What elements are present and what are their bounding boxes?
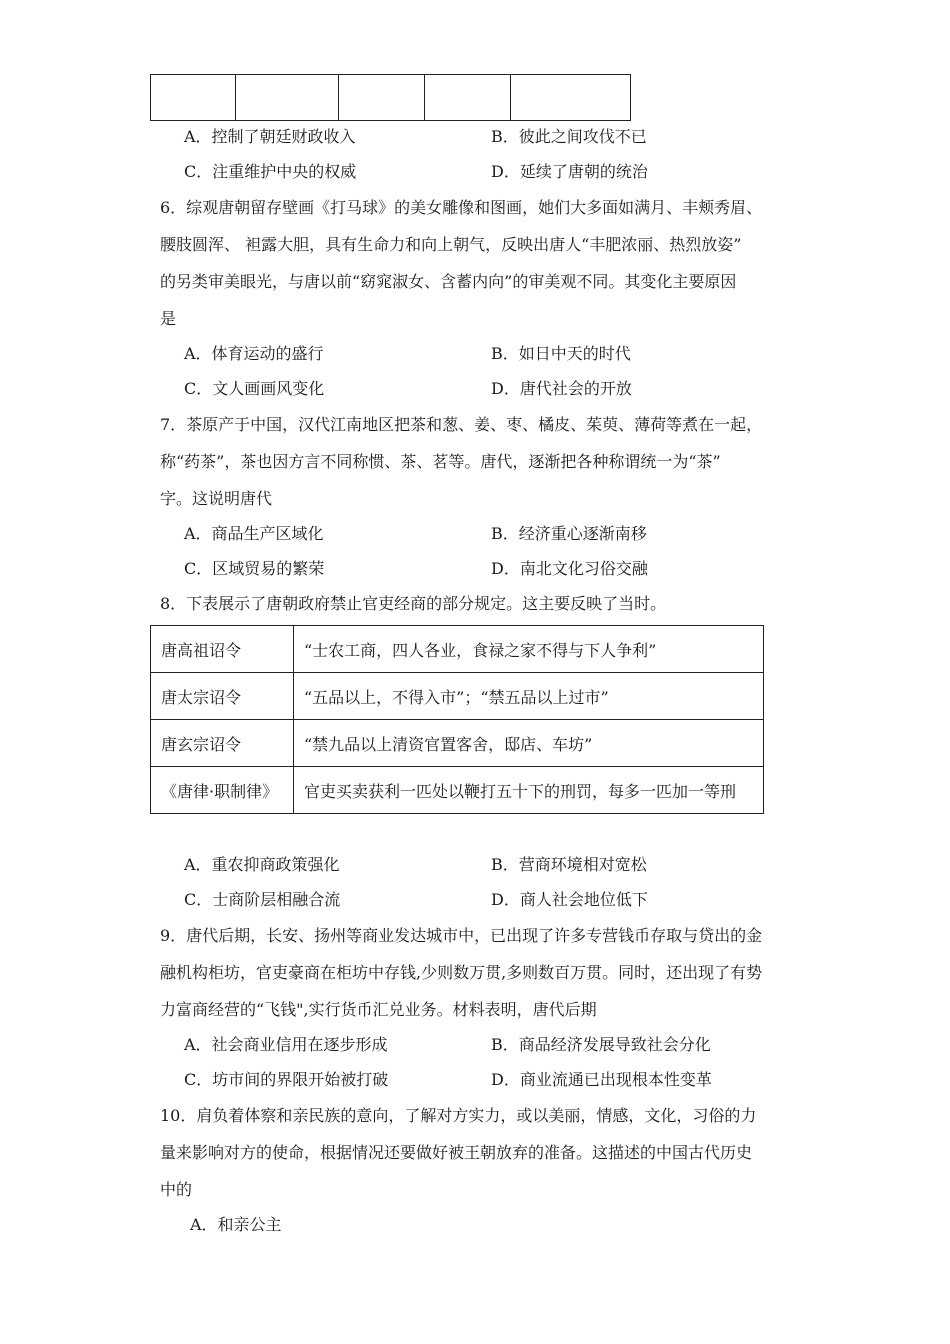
table-cell-content: 官吏买卖获利一匹处以鞭打五十下的刑罚，每多一匹加一等刑 — [294, 767, 764, 814]
q7-option-a: A．商品生产区域化 — [184, 524, 324, 543]
table-cell — [151, 75, 236, 121]
table-row — [151, 767, 764, 814]
q9-stem-line-1: 9．唐代后期，长安、扬州等商业发达城市中，已出现了许多专营钱币存取与贷出的金 — [160, 926, 763, 945]
q9-option-c: C．坊市间的界限开始被打破 — [184, 1070, 389, 1089]
q7-option-d: D．南北文化习俗交融 — [491, 559, 648, 578]
q10-stem-line-3: 中的 — [160, 1180, 193, 1199]
q6-option-c: C．文人画画风变化 — [184, 379, 325, 398]
q6-option-a: A．体育运动的盛行 — [184, 344, 324, 363]
q10-option-a: A．和亲公主 — [190, 1215, 282, 1234]
table-cell-content: “士农工商，四人各业，食禄之家不得与下人争利” — [294, 626, 764, 673]
table-cell-source: 《唐律·职制律》 — [151, 767, 294, 814]
q5-option-d: D．延续了唐朝的统治 — [491, 162, 648, 181]
q6-stem-line-4: 是 — [160, 309, 177, 328]
q5-option-c: C．注重维护中央的权威 — [184, 162, 357, 181]
q6-stem-line-1: 6．综观唐朝留存壁画《打马球》的美女雕像和图画，她们大多面如满月、丰颊秀眉、 — [160, 198, 763, 217]
q8-option-a: A．重农抑商政策强化 — [184, 855, 340, 874]
table-cell-content: “五品以上，不得入市”；“禁五品以上过市” — [294, 673, 764, 720]
table-cell-source: 唐高祖诏令 — [151, 626, 294, 673]
q8-regulation-table — [150, 625, 764, 814]
q7-stem-line-2: 称“药茶”，茶也因方言不同称惯、茶、茗等。唐代，逐渐把各种称谓统一为“茶” — [160, 452, 721, 471]
q9-stem-line-3: 力富商经营的“飞钱",实行货币汇兑业务。材料表明，唐代后期 — [160, 1000, 597, 1019]
q6-stem-line-3: 的另类审美眼光，与唐以前“窈窕淑女、含蓄内向”的审美观不同。其变化主要原因 — [160, 272, 737, 291]
q10-stem-line-2: 量来影响对方的使命，根据情况还要做好被王朝放弃的准备。这描述的中国古代历史 — [160, 1143, 753, 1162]
q6-stem-line-2: 腰肢圆浑、 袒露大胆，具有生命力和向上朝气，反映出唐人“丰肥浓丽、热烈放姿” — [160, 235, 742, 254]
table-cell — [236, 75, 339, 121]
table-cell-content: “禁九品以上清资官置客舍，邸店、车坊” — [294, 720, 764, 767]
q8-stem: 8．下表展示了唐朝政府禁止官吏经商的部分规定。这主要反映了当时。 — [160, 594, 667, 613]
table-row — [151, 720, 764, 767]
q7-option-b: B．经济重心逐渐南移 — [491, 524, 647, 543]
q6-option-b: B．如日中天的时代 — [491, 344, 631, 363]
table-cell-source: 唐太宗诏令 — [151, 673, 294, 720]
q5-option-a: A．控制了朝廷财政收入 — [184, 127, 356, 146]
q6-option-d: D．唐代社会的开放 — [491, 379, 632, 398]
table-cell-source: 唐玄宗诏令 — [151, 720, 294, 767]
q8-option-c: C．士商阶层相融合流 — [184, 890, 341, 909]
table-cell — [511, 75, 631, 121]
table-row — [151, 673, 764, 720]
q9-option-b: B．商品经济发展导致社会分化 — [491, 1035, 711, 1054]
q7-option-c: C．区域贸易的繁荣 — [184, 559, 325, 578]
q9-option-a: A．社会商业信用在逐步形成 — [184, 1035, 388, 1054]
q8-option-d: D．商人社会地位低下 — [491, 890, 648, 909]
q10-stem-line-1: 10．肩负着体察和亲民族的意向，了解对方实力，或以美丽，情感，文化，习俗的力 — [160, 1106, 757, 1125]
top-partial-table — [150, 74, 631, 121]
q7-stem-line-3: 字。这说明唐代 — [160, 489, 273, 508]
table-row — [151, 626, 764, 673]
q8-option-b: B．营商环境相对宽松 — [491, 855, 647, 874]
q7-stem-line-1: 7．茶原产于中国，汉代江南地区把茶和葱、姜、枣、橘皮、茱萸、薄荷等煮在一起， — [160, 415, 763, 434]
q9-option-d: D．商业流通已出现根本性变革 — [491, 1070, 712, 1089]
q9-stem-line-2: 融机构柜坊，官吏豪商在柜坊中存钱,少则数万贯,多则数百万贯。同时，还出现了有势 — [160, 963, 763, 982]
table-cell — [425, 75, 511, 121]
table-cell — [339, 75, 425, 121]
q5-option-b: B．彼此之间攻伐不已 — [491, 127, 647, 146]
table-row — [151, 75, 631, 121]
